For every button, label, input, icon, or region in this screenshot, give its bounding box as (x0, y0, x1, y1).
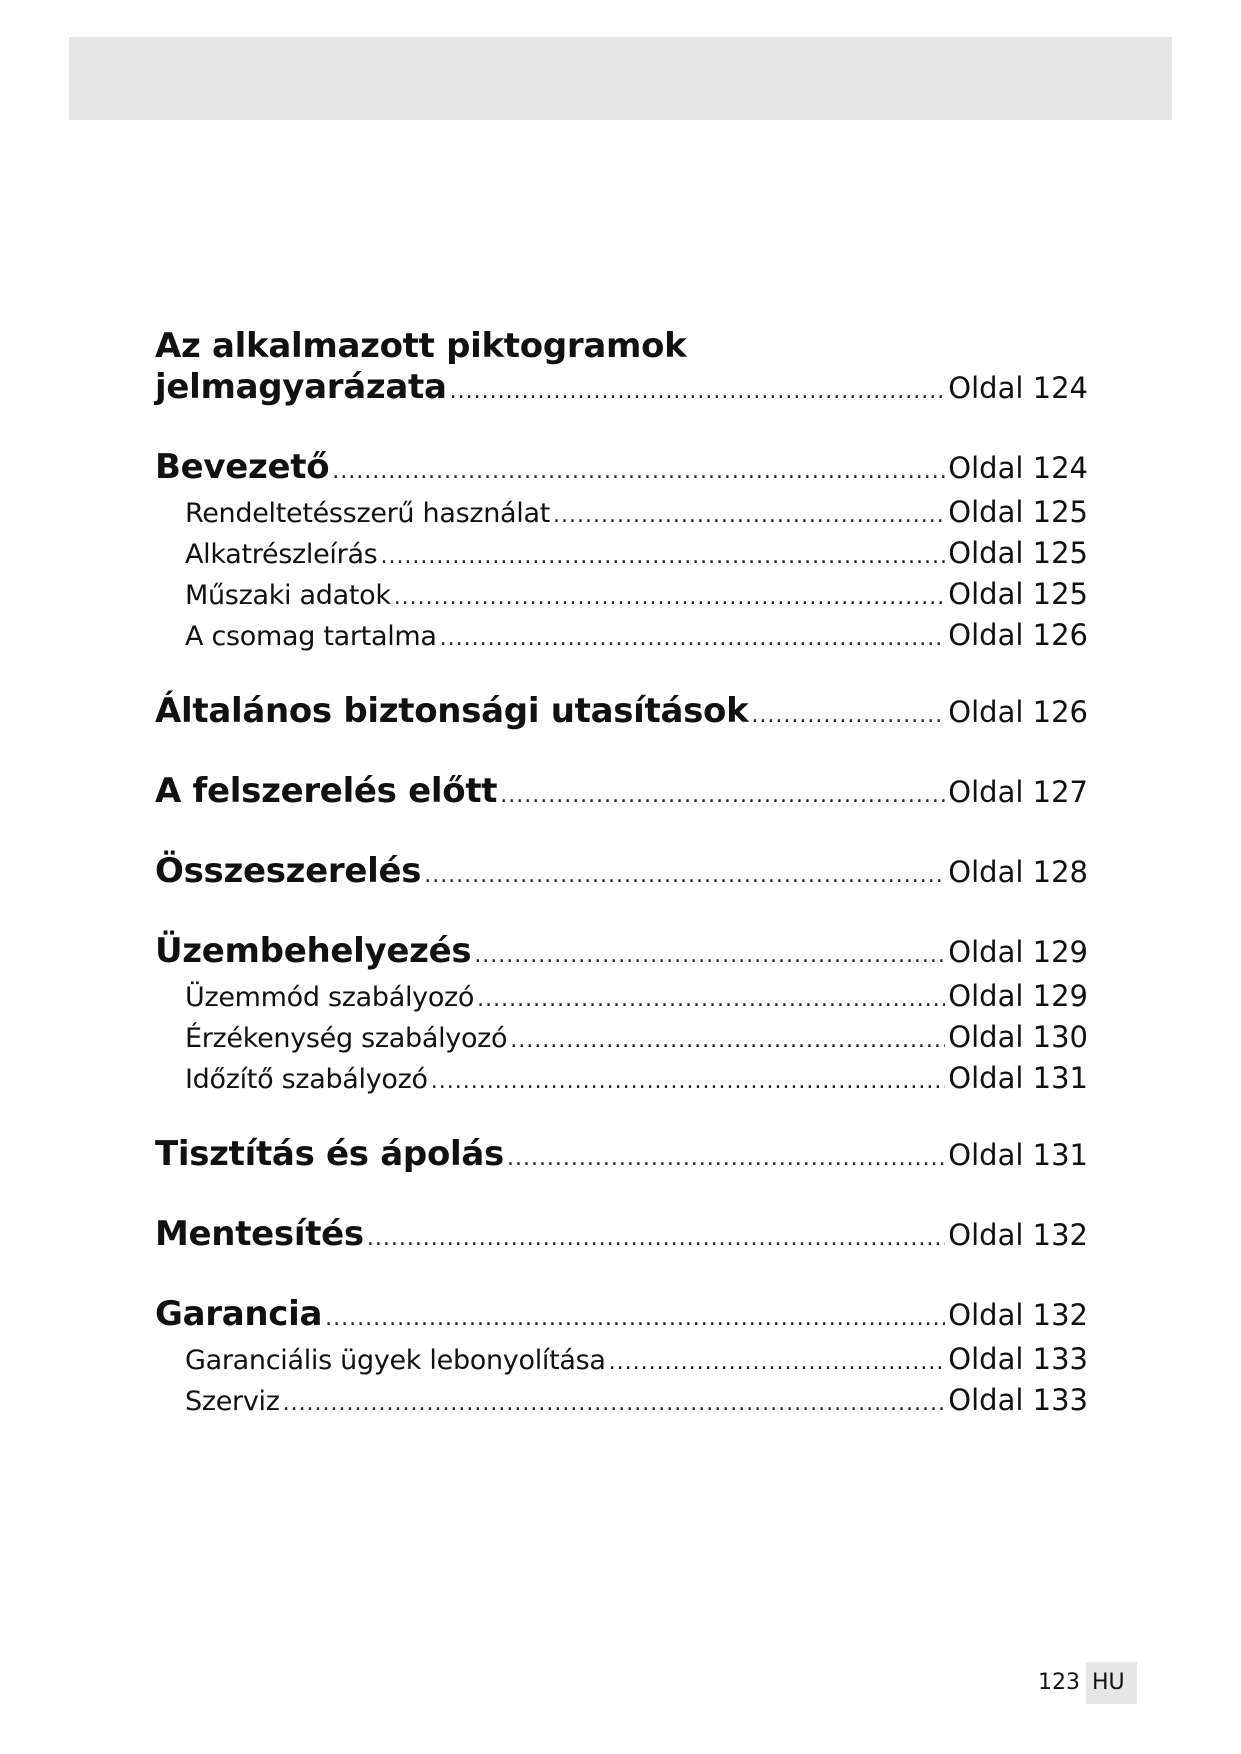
toc-subentry-alkatreszleiras[interactable] (155, 536, 1088, 577)
toc-subentry-idozito[interactable] (155, 1061, 1088, 1102)
page-footer (1038, 1662, 1137, 1704)
dot-leader (507, 1146, 945, 1171)
toc-entry-felszereles[interactable] (155, 771, 1088, 819)
toc-subentry-page: Oldal 131 (948, 1061, 1088, 1095)
toc-subentry-title: Műszaki adatok (185, 580, 391, 611)
toc-entry-mentesites[interactable] (155, 1214, 1088, 1262)
dot-leader (367, 1226, 945, 1251)
dot-leader (380, 544, 945, 569)
toc-subentry-title: A csomag tartalma (185, 621, 437, 652)
toc-subentry-title: Garanciális ügyek lebonyolítása (185, 1345, 606, 1376)
dot-leader (510, 1028, 945, 1053)
toc-entry-page: Oldal 128 (948, 855, 1088, 889)
toc-subentry-page: Oldal 125 (948, 536, 1088, 570)
dot-leader (474, 943, 945, 968)
toc-subentry-title: Érzékenység szabályozó (185, 1023, 508, 1054)
toc-entry-page: Oldal 124 (948, 451, 1088, 485)
toc-entry-altalanos[interactable] (155, 691, 1088, 739)
dot-leader (553, 503, 945, 528)
toc-entry-page: Oldal 129 (948, 935, 1088, 969)
toc-entry-page: Oldal 124 (948, 371, 1088, 405)
toc-subentry-title: Rendeltetésszerű használat (185, 498, 551, 529)
toc-subentry-page: Oldal 126 (948, 618, 1088, 652)
toc-entry-garancia[interactable] (155, 1294, 1088, 1342)
toc-entry-title: Bevezető (155, 447, 330, 487)
toc-entry-page: Oldal 127 (948, 775, 1088, 809)
toc-entry-page: Oldal 131 (948, 1138, 1088, 1172)
toc-subentry-title: Üzemmód szabályozó (185, 982, 475, 1013)
toc-entry-piktogramok[interactable] (155, 325, 1088, 415)
toc-subentry-page: Oldal 129 (948, 979, 1088, 1013)
toc-subentry-garancialis-ugyek[interactable] (155, 1342, 1088, 1383)
dot-leader (431, 1069, 946, 1094)
toc-entry-page: Oldal 126 (948, 695, 1088, 729)
toc-subentry-csomag-tartalma[interactable] (155, 618, 1088, 659)
toc-subentry-uzemmod[interactable] (155, 979, 1088, 1020)
language-badge: HU (1086, 1662, 1137, 1704)
toc-entry-uzembehelyezes[interactable] (155, 931, 1088, 979)
toc-subentry-erzekenyseg[interactable] (155, 1020, 1088, 1061)
dot-leader (500, 783, 945, 808)
dot-leader (609, 1350, 946, 1375)
header-band (69, 37, 1172, 120)
toc-subentry-page: Oldal 125 (948, 577, 1088, 611)
toc-subentry-szerviz[interactable] (155, 1383, 1088, 1424)
toc-entry-title: Garancia (155, 1294, 323, 1334)
dot-leader (332, 459, 945, 484)
toc-entry-title-line1: Az alkalmazott piktogramok (155, 326, 687, 366)
toc-subentry-page: Oldal 133 (948, 1383, 1088, 1417)
toc-entry-osszeszereles[interactable] (155, 851, 1088, 899)
toc-entry-title-line2: jelmagyarázata (155, 367, 447, 407)
toc-subentry-muszaki-adatok[interactable] (155, 577, 1088, 618)
toc-entry-title: Összeszerelés (155, 851, 422, 891)
dot-leader (394, 585, 946, 610)
toc-entry-bevezeto[interactable] (155, 447, 1088, 495)
toc-entry-tisztitas[interactable] (155, 1134, 1088, 1182)
toc-subentry-title: Szerviz (185, 1386, 280, 1417)
dot-leader (450, 379, 946, 404)
toc-subentry-title: Időzítő szabályozó (185, 1064, 428, 1095)
toc-entry-title: Üzembehelyezés (155, 931, 472, 971)
toc-subentry-page: Oldal 130 (948, 1020, 1088, 1054)
dot-leader (325, 1306, 945, 1331)
toc-entry-title: A felszerelés előtt (155, 771, 498, 811)
toc-entry-title: Mentesítés (155, 1214, 364, 1254)
dot-leader (283, 1391, 946, 1416)
toc-entry-page: Oldal 132 (948, 1218, 1088, 1252)
toc-entry-title: Általános biztonsági utasítások (155, 691, 749, 731)
table-of-contents (155, 325, 1088, 1424)
toc-subentry-page: Oldal 133 (948, 1342, 1088, 1376)
toc-entry-title: Tisztítás és ápolás (155, 1134, 504, 1174)
toc-subentry-rendeltetesszeru[interactable] (155, 495, 1088, 536)
toc-subentry-title: Alkatrészleírás (185, 539, 378, 570)
dot-leader (751, 703, 945, 728)
dot-leader (440, 626, 946, 651)
toc-subentry-page: Oldal 125 (948, 495, 1088, 529)
dot-leader (424, 863, 945, 888)
dot-leader (477, 987, 945, 1012)
toc-entry-page: Oldal 132 (948, 1298, 1088, 1332)
page-number: 123 (1038, 1670, 1080, 1695)
